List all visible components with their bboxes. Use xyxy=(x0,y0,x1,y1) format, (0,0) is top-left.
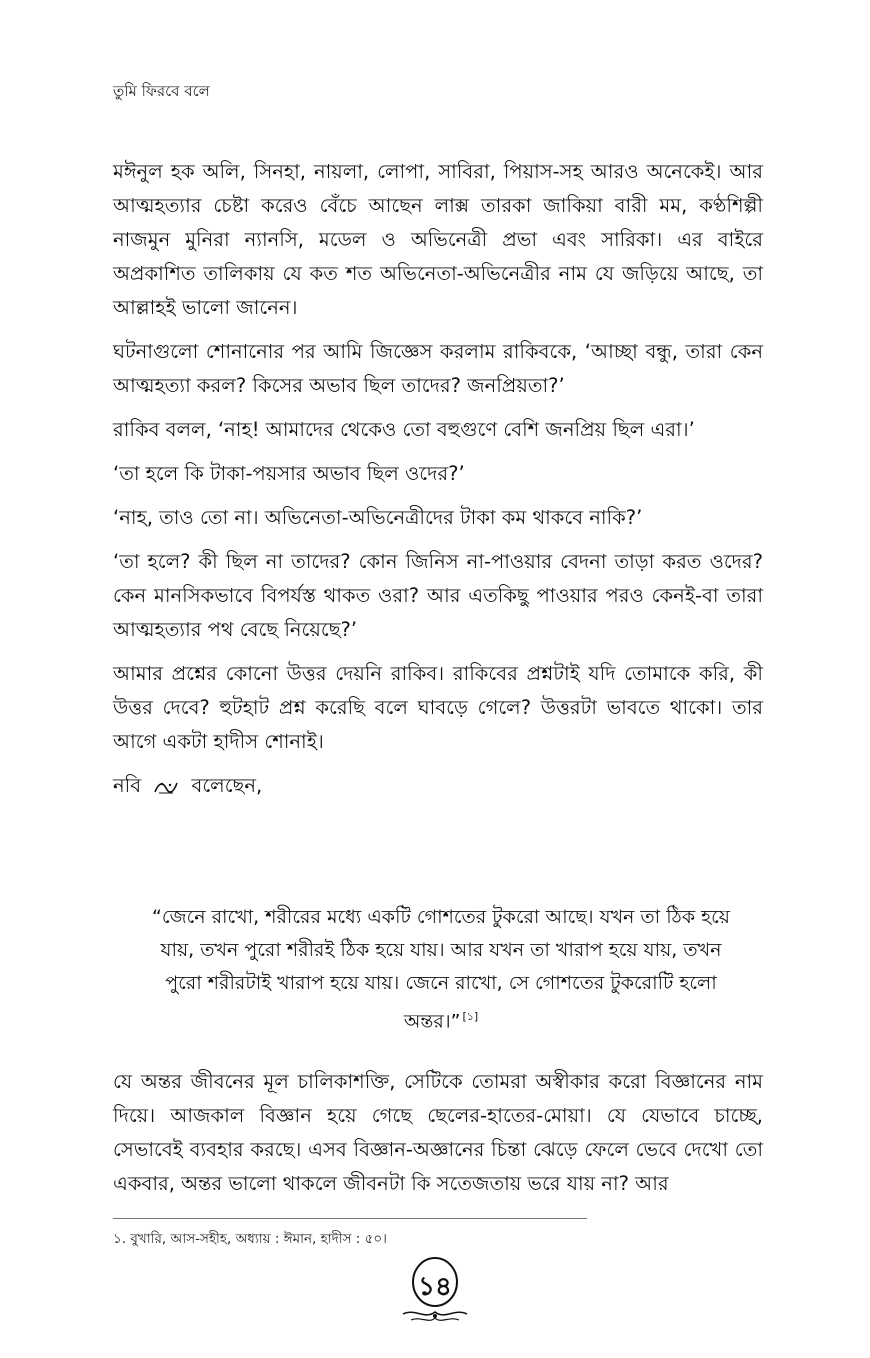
footnote: ১. বুখারি, আস-সহীহ, অধ্যায় : ঈমান, হাদীস : ৫০। xyxy=(113,1231,388,1247)
hadith-text: “জেনে রাখো, শরীরের মধ্যে একটি গোশতের টুকরো আছে। যখন তা ঠিক হয়ে যায়, তখন পুরো শরীরই ঠিক হয়ে যায়। আর যখন তা খারাপ হয়ে যায়, তখন পুরো শরীরটাই খারাপ হয়ে যায়। জেনে রাখো, সে গোশতের টুকরোটি হলো অন্তর।” xyxy=(152,906,730,1033)
paragraph-9: যে অন্তর জীবনের মূল চালিকাশক্তি, সেটিকে তোমরা অস্বীকার করো বিজ্ঞানের নাম দিয়ে। আজকাল বিজ্ঞান হয়ে গেছে ছেলের-হাতের-মোয়া। যে যেভাবে চাচ্ছে, সেভাবেই ব্যবহার করছে। এসব বিজ্ঞান-অজ্ঞানের চিন্তা ঝেড়ে ফেলে ভেবে দেখো তো একবার, অন্তর ভালো থাকলে জীবনটা কি সতেজতায় ভরে যায় না? আর xyxy=(113,1070,763,1195)
paragraph-7: আমার প্রশ্নের কোনো উত্তর দেয়নি রাকিব। রাকিবের প্রশ্নটাই যদি তোমাকে করি, কী উত্তর দেবে? হুটহাট প্রশ্ন করেছি বলে ঘাবড়ে গেলে? উত্তরটা ভাবতে থাকো। তার আগে একটা হাদীস শোনাই। xyxy=(113,662,763,753)
salawat-calligraphy-icon xyxy=(153,778,179,796)
running-header: তুমি ফিরবে বলে xyxy=(113,82,210,100)
said-word: বলেছেন, xyxy=(191,774,263,797)
paragraph-3: রাকিব বলল, ‘নাহ! আমাদের থেকেও তো বহুগুণে বেশি জনপ্রিয় ছিল এরা।’ xyxy=(113,418,695,441)
prophet-word: নবি xyxy=(113,774,142,797)
body-text-top xyxy=(113,155,763,803)
paragraph-8 xyxy=(113,769,763,803)
paragraph-5: ‘নাহ, তাও তো না। অভিনেতা-অভিনেত্রীদের টাকা কম থাকবে নাকি?’ xyxy=(113,506,643,529)
paragraph-4: ‘তা হলে কি টাকা-পয়সার অভাব ছিল ওদের?’ xyxy=(113,462,465,485)
paragraph-1: মঈনুল হক অলি, সিনহা, নায়লা, লোপা, সাবিরা, পিয়াস-সহ আরও অনেকেই। আর আত্মহত্যার চেষ্টা করেও বেঁচে আছেন লাক্স তারকা জাকিয়া বারী মম, কণ্ঠশিল্পী নাজমুন মুনিরা ন্যানসি, মডেল ও অভিনেত্রী প্রভা এবং সারিকা। এর বাইরে অপ্রকাশিত তালিকায় যে কত শত অভিনেতা-অভিনেত্রীর নাম যে জড়িয়ে আছে, তা আল্লাহই ভালো জানেন। xyxy=(113,160,763,319)
hadith-quote xyxy=(146,901,736,1038)
footnote-divider xyxy=(113,1218,587,1219)
page-number: ১৪ xyxy=(418,1272,452,1302)
paragraph-2: ঘটনাগুলো শোনানোর পর আমি জিজ্ঞেস করলাম রাকিবকে, ‘আচ্ছা বন্ধু, তারা কেন আত্মহত্যা করল? কিসের অভাব ছিল তাদের? জনপ্রিয়তা?’ xyxy=(113,340,763,397)
body-text-bottom xyxy=(113,1065,763,1201)
footnote-marker[interactable]: [১] xyxy=(462,1010,479,1023)
paragraph-6: ‘তা হলে? কী ছিল না তাদের? কোন জিনিস না-পাওয়ার বেদনা তাড়া করত ওদের? কেন মানসিকভাবে বিপর্যস্ত থাকত ওরা? আর এতকিছু পাওয়ার পরও কেনই-বা তারা আত্মহত্যার পথ বেছে নিয়েছে?’ xyxy=(113,550,763,641)
